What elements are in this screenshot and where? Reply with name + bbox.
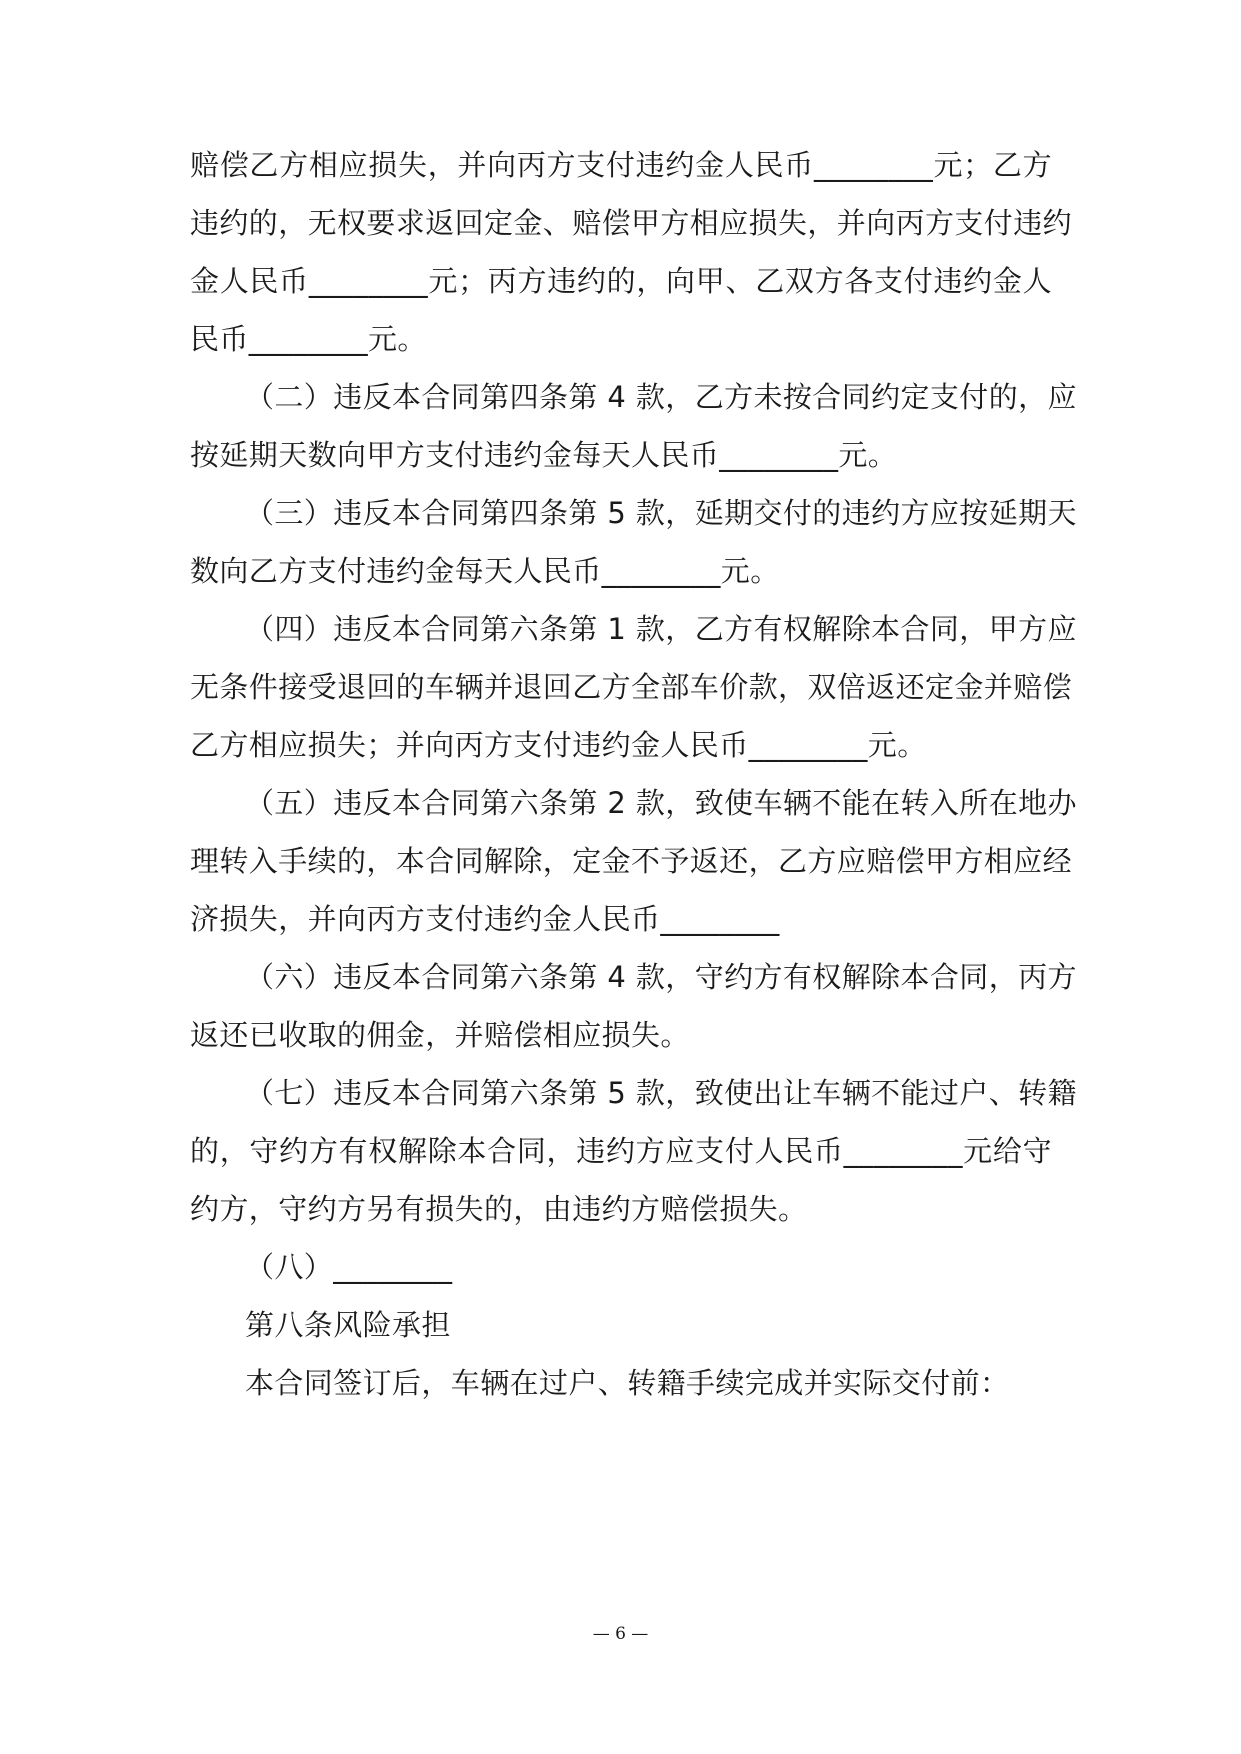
page-number: — 6 — xyxy=(592,1624,649,1644)
text-line: 的，守约方有权解除本合同，违约方应支付人民币________元给守 xyxy=(190,1134,1052,1168)
text-line: 乙方相应损失；并向丙方支付违约金人民币________元。 xyxy=(190,728,927,762)
text-line: （八）________ xyxy=(245,1250,453,1284)
text-line: 济损失，并向丙方支付违约金人民币________ xyxy=(190,902,780,936)
section-heading: 第八条风险承担 xyxy=(245,1308,451,1342)
text-line: （三）违反本合同第四条第 5 款，延期交付的违约方应按延期天 xyxy=(245,496,1077,530)
text-line: 违约的，无权要求返回定金、赔偿甲方相应损失，并向丙方支付违约 xyxy=(190,206,1073,240)
text-line: 赔偿乙方相应损失，并向丙方支付违约金人民币________元；乙方 xyxy=(190,148,1052,182)
text-line: （六）违反本合同第六条第 4 款，守约方有权解除本合同，丙方 xyxy=(245,960,1077,994)
text-line: 数向乙方支付违约金每天人民币________元。 xyxy=(190,554,780,588)
text-line: 返还已收取的佣金，并赔偿相应损失。 xyxy=(190,1018,690,1052)
text-line: 无条件接受退回的车辆并退回乙方全部车价款，双倍返还定金并赔偿 xyxy=(190,670,1073,704)
text-line: （七）违反本合同第六条第 5 款，致使出让车辆不能过户、转籍 xyxy=(245,1076,1077,1110)
text-line: 理转入手续的，本合同解除，定金不予返还，乙方应赔偿甲方相应经 xyxy=(190,844,1073,878)
text-line: 按延期天数向甲方支付违约金每天人民币________元。 xyxy=(190,438,898,472)
text-line: 金人民币________元；丙方违约的，向甲、乙双方各支付违约金人 xyxy=(190,264,1052,298)
text-line: 约方，守约方另有损失的，由违约方赔偿损失。 xyxy=(190,1192,808,1226)
text-line: （二）违反本合同第四条第 4 款，乙方未按合同约定支付的，应 xyxy=(245,380,1077,414)
text-line: （四）违反本合同第六条第 1 款，乙方有权解除本合同，甲方应 xyxy=(245,612,1077,646)
text-line: （五）违反本合同第六条第 2 款，致使车辆不能在转入所在地办 xyxy=(245,786,1077,820)
text-line: 本合同签订后，车辆在过户、转籍手续完成并实际交付前： xyxy=(245,1366,1010,1400)
text-line: 民币________元。 xyxy=(190,322,427,356)
